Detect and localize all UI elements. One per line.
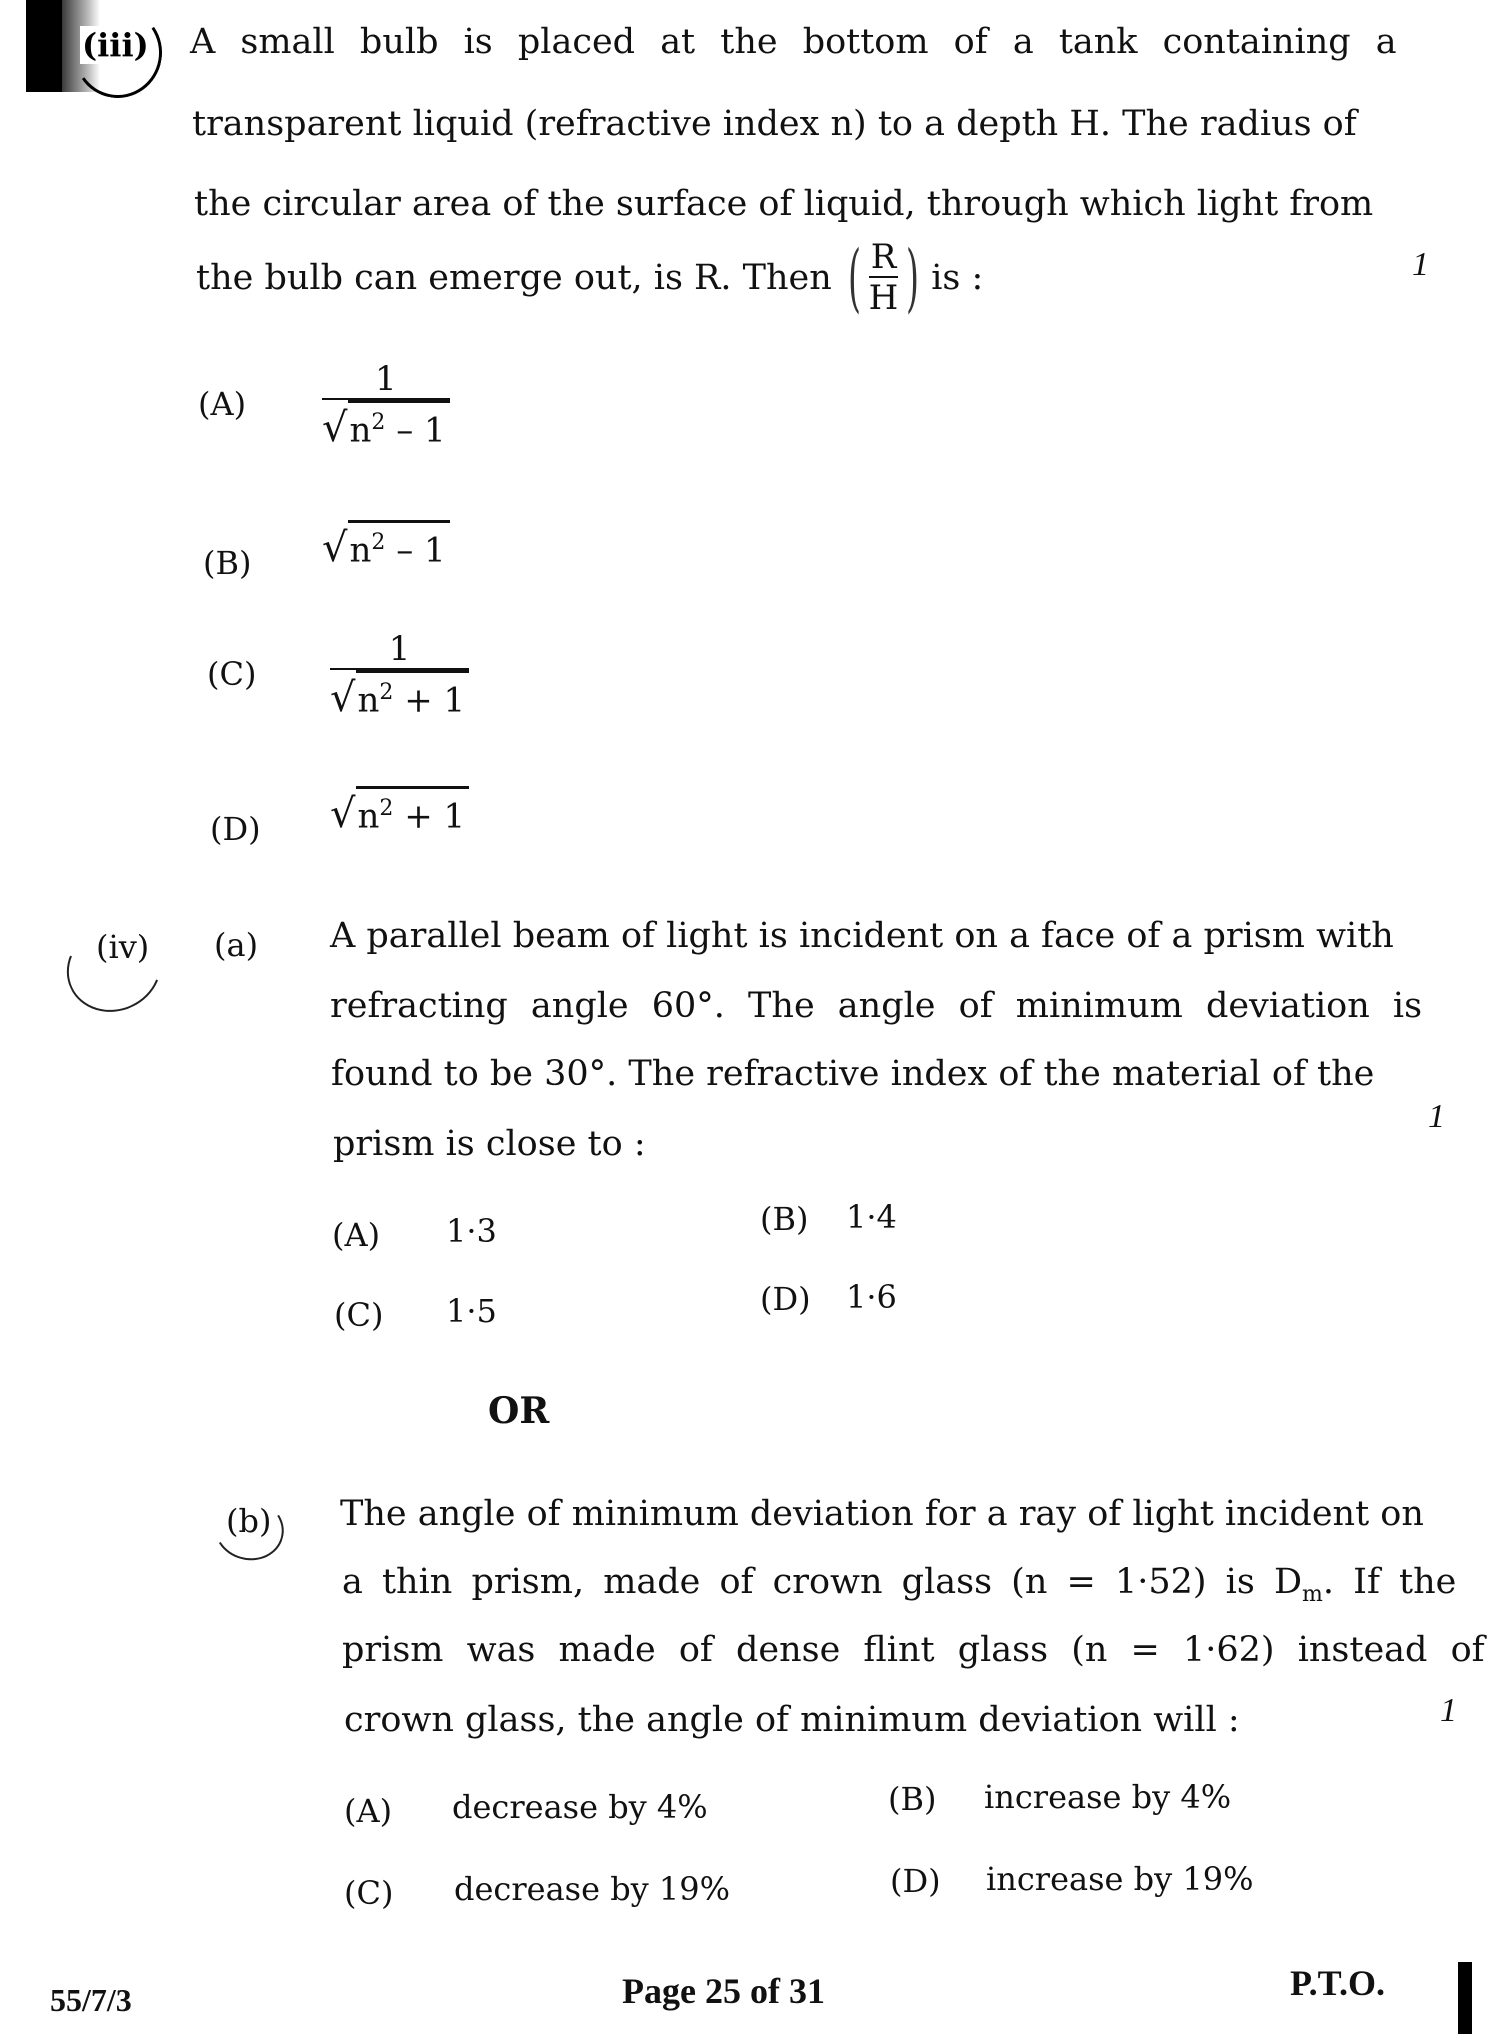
option-a-expression <box>322 360 450 450</box>
fraction <box>869 238 899 318</box>
pen-circle-annotation <box>52 909 175 1028</box>
part-b-line-3: prism was made of dense flint glass (n = 1·62) instead of <box>342 1630 1485 1670</box>
part-b-line-4: crown glass, the angle of minimum deviation will : <box>344 1700 1240 1740</box>
part-a-option-a-label: (A) <box>332 1216 381 1254</box>
part-a-label: (a) <box>214 926 259 964</box>
part-b-option-b-label: (B) <box>888 1780 937 1818</box>
marks-iv-b: 1 <box>1440 1692 1457 1729</box>
right-paren: ) <box>906 235 920 321</box>
part-a-line-3: found to be 30°. The refractive index of the material of the <box>331 1054 1375 1094</box>
radical-sign: √ <box>322 405 348 452</box>
radicand: $n^2 + 1$ <box>356 786 470 836</box>
question-iii-line-1: A small bulb is placed at the bottom of a tank containing a <box>190 22 1397 62</box>
option-d-expression <box>330 786 469 836</box>
part-a-option-b-label: (B) <box>760 1200 809 1238</box>
or-separator: OR <box>488 1390 550 1432</box>
radicand: $n^2 - 1$ <box>348 520 450 570</box>
question-iii-line-3: the circular area of the surface of liquid, through which light from <box>194 184 1374 224</box>
question-number-iii: (iii) <box>82 26 149 64</box>
numerator: 1 <box>375 359 397 399</box>
square-root <box>330 786 469 836</box>
part-b-option-b-value: increase by 4% <box>984 1778 1232 1816</box>
option-d-label: (D) <box>210 810 261 848</box>
margin-bar <box>1458 1962 1472 2034</box>
radicand: $n^2 - 1$ <box>348 400 450 450</box>
part-a-line-4: prism is close to : <box>333 1124 646 1164</box>
radical-sign: √ <box>330 791 356 838</box>
part-a-option-c-label: (C) <box>334 1296 384 1334</box>
option-a-label: (A) <box>198 385 247 423</box>
marks-iii: 1 <box>1412 246 1429 283</box>
numerator: 1 <box>388 629 411 669</box>
square-root <box>330 670 469 720</box>
part-a-option-d-value: 1·6 <box>846 1278 897 1316</box>
part-b-line-2 <box>342 1562 1456 1615</box>
fraction-denominator: H <box>868 278 899 318</box>
fraction-numerator: R <box>870 237 897 277</box>
question-iii-line-2: transparent liquid (refractive index n) to a depth H. The radius of <box>192 104 1357 144</box>
radical-sign: √ <box>330 675 356 722</box>
radical-sign: √ <box>322 525 348 572</box>
square-root <box>322 520 450 570</box>
part-b-option-d-value: increase by 19% <box>986 1860 1254 1898</box>
option-b-label: (B) <box>203 544 252 582</box>
reciprocal-fraction <box>330 630 469 720</box>
part-b-option-d-label: (D) <box>890 1862 941 1900</box>
part-b-label: (b) <box>226 1502 272 1540</box>
part-b-option-a-label: (A) <box>344 1792 393 1830</box>
option-b-expression <box>322 520 450 570</box>
part-a-option-d-label: (D) <box>760 1280 811 1318</box>
part-b-option-c-value: decrease by 19% <box>454 1870 731 1908</box>
part-b-line-2-text: a thin prism, made of crown glass (n = 1·52) is D <box>342 1562 1303 1602</box>
radicand: $n^2 + 1$ <box>356 670 470 720</box>
part-b-line-2-tail: . If the <box>1322 1562 1457 1602</box>
square-root <box>322 400 450 450</box>
marks-iv-a: 1 <box>1428 1098 1445 1135</box>
question-iii-line-4 <box>196 235 984 321</box>
part-a-option-b-value: 1·4 <box>846 1198 897 1236</box>
part-a-option-a-value: 1·3 <box>446 1212 497 1250</box>
please-turn-over: P.T.O. <box>1290 1963 1386 2003</box>
dm-subscript: m <box>1302 1582 1323 1607</box>
question-iii-line-4-text: the bulb can emerge out, is R. Then <box>196 258 832 298</box>
part-a-line-2: refracting angle 60°. The angle of minimum deviation is <box>330 986 1423 1026</box>
part-a-line-1: A parallel beam of light is incident on a face of a prism with <box>330 916 1394 956</box>
option-c-expression <box>330 630 469 720</box>
r-over-h-fraction <box>840 235 927 321</box>
question-iii-is-text: is : <box>931 258 984 298</box>
left-paren: ( <box>847 235 861 321</box>
page-number: Page 25 of 31 <box>622 1971 825 2011</box>
part-a-option-c-value: 1·5 <box>446 1292 497 1330</box>
part-b-option-c-label: (C) <box>344 1874 394 1912</box>
question-number-iv: (iv) <box>96 928 150 966</box>
part-b-line-1: The angle of minimum deviation for a ray of light incident on <box>340 1494 1424 1534</box>
paper-code: 55/7/3 <box>50 1982 132 2018</box>
option-c-label: (C) <box>207 655 257 693</box>
reciprocal-fraction <box>322 360 450 450</box>
part-b-option-a-value: decrease by 4% <box>452 1788 708 1826</box>
